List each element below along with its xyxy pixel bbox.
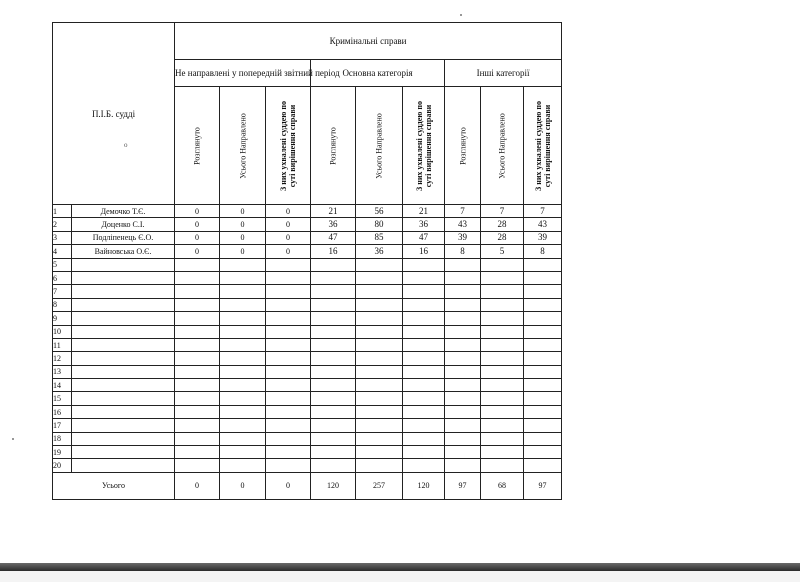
row-number: 10 bbox=[53, 325, 72, 338]
value-cell bbox=[266, 446, 311, 459]
value-cell bbox=[403, 459, 445, 472]
value-cell: 80 bbox=[356, 218, 403, 231]
table-row bbox=[53, 365, 562, 378]
value-cell bbox=[524, 338, 562, 351]
value-cell bbox=[266, 298, 311, 311]
judge-name bbox=[72, 446, 175, 459]
row-number: 17 bbox=[53, 419, 72, 432]
group-header-2: Основна категорія bbox=[311, 60, 445, 87]
value-cell bbox=[524, 459, 562, 472]
sub-header-label bbox=[534, 100, 552, 190]
value-cell bbox=[356, 338, 403, 351]
value-cell bbox=[220, 285, 266, 298]
value-cell bbox=[403, 338, 445, 351]
value-cell bbox=[175, 419, 220, 432]
sub-header-label bbox=[415, 100, 433, 190]
table-row bbox=[53, 218, 562, 231]
row-number: 8 bbox=[53, 298, 72, 311]
value-cell: 85 bbox=[356, 231, 403, 244]
sub-header-line: суті вирішення справи bbox=[423, 104, 433, 187]
value-cell bbox=[445, 446, 481, 459]
value-cell bbox=[481, 312, 524, 325]
judge-name-header: П.І.Б. судді bbox=[91, 108, 136, 119]
value-cell bbox=[356, 392, 403, 405]
value-cell bbox=[220, 352, 266, 365]
sub-header-label bbox=[375, 113, 384, 179]
value-cell bbox=[481, 419, 524, 432]
value-cell bbox=[356, 298, 403, 311]
value-cell bbox=[175, 325, 220, 338]
value-cell: 0 bbox=[266, 245, 311, 258]
value-cell bbox=[266, 285, 311, 298]
value-cell bbox=[524, 432, 562, 445]
value-cell bbox=[481, 405, 524, 418]
value-cell bbox=[524, 298, 562, 311]
value-cell bbox=[356, 325, 403, 338]
value-cell: 21 bbox=[403, 205, 445, 218]
row-number: 3 bbox=[53, 231, 72, 244]
value-cell: 8 bbox=[445, 245, 481, 258]
row-number: 6 bbox=[53, 271, 72, 284]
sub-header-cell bbox=[266, 87, 311, 205]
value-cell bbox=[175, 298, 220, 311]
value-cell: 43 bbox=[445, 218, 481, 231]
sub-header-line: Розглянуто bbox=[458, 126, 468, 165]
value-cell bbox=[481, 432, 524, 445]
table-row bbox=[53, 446, 562, 459]
total-row bbox=[53, 472, 562, 499]
value-cell bbox=[311, 432, 356, 445]
value-cell bbox=[445, 419, 481, 432]
value-cell: 43 bbox=[524, 218, 562, 231]
sub-header-label bbox=[458, 127, 467, 165]
value-cell bbox=[445, 365, 481, 378]
value-cell bbox=[266, 405, 311, 418]
sub-header-label bbox=[238, 113, 247, 179]
value-cell bbox=[524, 365, 562, 378]
value-cell bbox=[445, 298, 481, 311]
value-cell bbox=[524, 285, 562, 298]
value-cell bbox=[524, 419, 562, 432]
value-cell bbox=[524, 379, 562, 392]
value-cell bbox=[220, 271, 266, 284]
value-cell bbox=[356, 352, 403, 365]
value-cell: 16 bbox=[311, 245, 356, 258]
value-cell bbox=[524, 352, 562, 365]
value-cell bbox=[220, 446, 266, 459]
sub-header-line: З них ухвалені суддею по bbox=[414, 100, 424, 191]
value-cell bbox=[311, 285, 356, 298]
value-cell bbox=[266, 459, 311, 472]
value-cell bbox=[481, 379, 524, 392]
value-cell bbox=[481, 325, 524, 338]
table-row bbox=[53, 419, 562, 432]
row-number: 18 bbox=[53, 432, 72, 445]
table-row bbox=[53, 271, 562, 284]
value-cell bbox=[311, 365, 356, 378]
sub-header-line: Розглянуто bbox=[192, 126, 202, 165]
value-cell bbox=[311, 312, 356, 325]
value-cell bbox=[356, 285, 403, 298]
value-cell bbox=[311, 459, 356, 472]
judge-name bbox=[72, 365, 175, 378]
sub-header-label bbox=[193, 127, 202, 165]
value-cell: 47 bbox=[403, 231, 445, 244]
sub-header-cell bbox=[311, 87, 356, 205]
sub-header-label bbox=[498, 113, 507, 179]
judge-name bbox=[72, 379, 175, 392]
sub-header-cell bbox=[481, 87, 524, 205]
value-cell bbox=[220, 392, 266, 405]
total-value: 97 bbox=[445, 472, 481, 499]
judge-name: Подліпенець Є.О. bbox=[72, 231, 175, 244]
table-row bbox=[53, 338, 562, 351]
judge-name-header-cell bbox=[53, 23, 175, 205]
row-number: 13 bbox=[53, 365, 72, 378]
value-cell bbox=[175, 312, 220, 325]
value-cell: 0 bbox=[220, 218, 266, 231]
judge-name bbox=[72, 459, 175, 472]
row-number: 5 bbox=[53, 258, 72, 271]
scan-mark: o bbox=[124, 141, 128, 149]
sub-header-line: З них ухвалені суддею по bbox=[279, 100, 289, 191]
value-cell bbox=[311, 392, 356, 405]
value-cell bbox=[311, 298, 356, 311]
sub-header-cell bbox=[403, 87, 445, 205]
value-cell bbox=[311, 271, 356, 284]
value-cell: 28 bbox=[481, 231, 524, 244]
group-header-1: Не направлені у попередній звітний період bbox=[175, 60, 311, 87]
value-cell bbox=[445, 405, 481, 418]
value-cell bbox=[403, 258, 445, 271]
row-number: 16 bbox=[53, 405, 72, 418]
table-row bbox=[53, 245, 562, 258]
table-row bbox=[53, 285, 562, 298]
value-cell bbox=[175, 271, 220, 284]
value-cell bbox=[445, 325, 481, 338]
value-cell: 5 bbox=[481, 245, 524, 258]
value-cell bbox=[175, 392, 220, 405]
judge-name bbox=[72, 312, 175, 325]
value-cell bbox=[524, 392, 562, 405]
value-cell bbox=[266, 419, 311, 432]
sub-header-line: Розглянуто bbox=[328, 126, 338, 165]
value-cell bbox=[175, 446, 220, 459]
sub-header-cell bbox=[445, 87, 481, 205]
value-cell bbox=[266, 365, 311, 378]
value-cell bbox=[403, 352, 445, 365]
value-cell bbox=[266, 312, 311, 325]
value-cell: 36 bbox=[311, 218, 356, 231]
value-cell bbox=[481, 392, 524, 405]
sub-header-label bbox=[329, 127, 338, 165]
value-cell bbox=[311, 405, 356, 418]
value-cell bbox=[311, 258, 356, 271]
table-row bbox=[53, 392, 562, 405]
total-value: 97 bbox=[524, 472, 562, 499]
value-cell bbox=[220, 258, 266, 271]
judge-name bbox=[72, 271, 175, 284]
value-cell bbox=[175, 258, 220, 271]
value-cell bbox=[266, 271, 311, 284]
table-row bbox=[53, 231, 562, 244]
value-cell bbox=[445, 432, 481, 445]
value-cell bbox=[403, 325, 445, 338]
value-cell bbox=[266, 338, 311, 351]
value-cell bbox=[311, 446, 356, 459]
criminal-cases-header: Кримінальні справи bbox=[175, 23, 562, 60]
judge-name bbox=[72, 432, 175, 445]
value-cell: 39 bbox=[445, 231, 481, 244]
value-cell bbox=[524, 271, 562, 284]
value-cell bbox=[403, 365, 445, 378]
value-cell: 0 bbox=[175, 218, 220, 231]
value-cell: 7 bbox=[524, 205, 562, 218]
sub-header-line: З них ухвалені суддею по bbox=[533, 100, 543, 191]
value-cell bbox=[356, 258, 403, 271]
value-cell bbox=[311, 352, 356, 365]
sub-header-label bbox=[279, 100, 297, 190]
judge-name bbox=[72, 392, 175, 405]
sub-header-line: Усього Направлено bbox=[238, 112, 248, 179]
value-cell bbox=[175, 379, 220, 392]
value-cell bbox=[403, 271, 445, 284]
value-cell bbox=[220, 432, 266, 445]
scanner-bottom-margin bbox=[0, 571, 800, 582]
value-cell: 7 bbox=[445, 205, 481, 218]
row-number: 4 bbox=[53, 245, 72, 258]
table-row bbox=[53, 298, 562, 311]
scan-speck bbox=[460, 14, 462, 16]
total-value: 120 bbox=[311, 472, 356, 499]
judge-name bbox=[72, 325, 175, 338]
judge-name: Демочко Т.Є. bbox=[72, 205, 175, 218]
value-cell bbox=[175, 459, 220, 472]
value-cell bbox=[175, 338, 220, 351]
table-row bbox=[53, 352, 562, 365]
value-cell: 0 bbox=[266, 231, 311, 244]
value-cell bbox=[220, 325, 266, 338]
value-cell bbox=[445, 271, 481, 284]
value-cell bbox=[481, 298, 524, 311]
value-cell bbox=[220, 365, 266, 378]
value-cell: 56 bbox=[356, 205, 403, 218]
value-cell bbox=[445, 312, 481, 325]
total-value: 0 bbox=[175, 472, 220, 499]
value-cell bbox=[220, 379, 266, 392]
value-cell: 0 bbox=[220, 231, 266, 244]
value-cell bbox=[403, 405, 445, 418]
value-cell bbox=[356, 419, 403, 432]
value-cell bbox=[356, 405, 403, 418]
judge-name bbox=[72, 338, 175, 351]
total-label: Усього bbox=[53, 472, 175, 499]
value-cell bbox=[356, 432, 403, 445]
value-cell: 0 bbox=[266, 218, 311, 231]
value-cell: 0 bbox=[266, 205, 311, 218]
value-cell bbox=[403, 379, 445, 392]
value-cell bbox=[220, 459, 266, 472]
value-cell bbox=[220, 419, 266, 432]
row-number: 12 bbox=[53, 352, 72, 365]
group-header-3: Інші категорії bbox=[445, 60, 562, 87]
value-cell bbox=[356, 379, 403, 392]
value-cell bbox=[266, 352, 311, 365]
value-cell bbox=[175, 405, 220, 418]
value-cell bbox=[524, 446, 562, 459]
value-cell bbox=[481, 459, 524, 472]
value-cell bbox=[311, 325, 356, 338]
row-number: 20 bbox=[53, 459, 72, 472]
row-number: 1 bbox=[53, 205, 72, 218]
row-number: 7 bbox=[53, 285, 72, 298]
row-number: 9 bbox=[53, 312, 72, 325]
value-cell bbox=[220, 338, 266, 351]
value-cell bbox=[445, 392, 481, 405]
value-cell bbox=[445, 258, 481, 271]
value-cell bbox=[403, 285, 445, 298]
row-number: 19 bbox=[53, 446, 72, 459]
value-cell: 36 bbox=[403, 218, 445, 231]
value-cell bbox=[445, 285, 481, 298]
judge-name: Доценко С.І. bbox=[72, 218, 175, 231]
judge-name: Вайновська О.Є. bbox=[72, 245, 175, 258]
value-cell bbox=[481, 365, 524, 378]
sub-header-line: суті вирішення справи bbox=[288, 104, 298, 187]
value-cell bbox=[403, 419, 445, 432]
value-cell: 0 bbox=[175, 205, 220, 218]
judge-name bbox=[72, 419, 175, 432]
value-cell: 28 bbox=[481, 218, 524, 231]
value-cell bbox=[356, 312, 403, 325]
value-cell bbox=[445, 352, 481, 365]
table-row bbox=[53, 258, 562, 271]
value-cell bbox=[356, 271, 403, 284]
value-cell bbox=[356, 365, 403, 378]
value-cell bbox=[481, 338, 524, 351]
value-cell: 39 bbox=[524, 231, 562, 244]
value-cell bbox=[220, 298, 266, 311]
value-cell: 16 bbox=[403, 245, 445, 258]
sub-header-line: Усього Направлено bbox=[497, 112, 507, 179]
value-cell: 47 bbox=[311, 231, 356, 244]
table-row bbox=[53, 379, 562, 392]
value-cell bbox=[481, 271, 524, 284]
value-cell bbox=[445, 459, 481, 472]
value-cell bbox=[311, 379, 356, 392]
value-cell bbox=[356, 459, 403, 472]
sub-header-cell bbox=[220, 87, 266, 205]
sub-header-line: Усього Направлено bbox=[374, 112, 384, 179]
value-cell bbox=[524, 258, 562, 271]
value-cell: 36 bbox=[356, 245, 403, 258]
value-cell bbox=[175, 352, 220, 365]
judge-name bbox=[72, 352, 175, 365]
table-row bbox=[53, 432, 562, 445]
value-cell bbox=[524, 312, 562, 325]
value-cell bbox=[481, 352, 524, 365]
value-cell bbox=[266, 432, 311, 445]
total-value: 0 bbox=[266, 472, 311, 499]
row-number: 14 bbox=[53, 379, 72, 392]
table-row bbox=[53, 405, 562, 418]
value-cell bbox=[311, 338, 356, 351]
judge-name bbox=[72, 285, 175, 298]
value-cell: 21 bbox=[311, 205, 356, 218]
value-cell: 0 bbox=[220, 205, 266, 218]
value-cell bbox=[481, 258, 524, 271]
value-cell bbox=[175, 365, 220, 378]
criminal-cases-table bbox=[52, 22, 562, 500]
value-cell bbox=[220, 405, 266, 418]
sub-header-line: суті вирішення справи bbox=[542, 104, 552, 187]
value-cell bbox=[311, 419, 356, 432]
row-number: 15 bbox=[53, 392, 72, 405]
value-cell bbox=[266, 325, 311, 338]
value-cell: 0 bbox=[175, 245, 220, 258]
value-cell: 0 bbox=[175, 231, 220, 244]
value-cell bbox=[481, 446, 524, 459]
judge-name bbox=[72, 298, 175, 311]
table-row bbox=[53, 205, 562, 218]
sub-header-cell bbox=[175, 87, 220, 205]
value-cell bbox=[481, 285, 524, 298]
sub-header-cell bbox=[356, 87, 403, 205]
value-cell: 0 bbox=[220, 245, 266, 258]
value-cell bbox=[266, 392, 311, 405]
table-row bbox=[53, 325, 562, 338]
total-value: 0 bbox=[220, 472, 266, 499]
value-cell bbox=[524, 405, 562, 418]
value-cell bbox=[403, 432, 445, 445]
total-value: 257 bbox=[356, 472, 403, 499]
value-cell bbox=[403, 298, 445, 311]
row-number: 11 bbox=[53, 338, 72, 351]
row-number: 2 bbox=[53, 218, 72, 231]
table-row bbox=[53, 459, 562, 472]
value-cell bbox=[266, 379, 311, 392]
table-row bbox=[53, 312, 562, 325]
value-cell bbox=[403, 392, 445, 405]
judge-name bbox=[72, 258, 175, 271]
value-cell bbox=[445, 379, 481, 392]
value-cell bbox=[445, 338, 481, 351]
value-cell bbox=[403, 446, 445, 459]
value-cell bbox=[175, 285, 220, 298]
sub-header-cell bbox=[524, 87, 562, 205]
value-cell bbox=[266, 258, 311, 271]
scan-speck bbox=[12, 438, 14, 440]
value-cell bbox=[175, 432, 220, 445]
total-value: 120 bbox=[403, 472, 445, 499]
value-cell: 7 bbox=[481, 205, 524, 218]
value-cell bbox=[356, 446, 403, 459]
total-value: 68 bbox=[481, 472, 524, 499]
scanner-bottom-edge bbox=[0, 563, 800, 571]
value-cell bbox=[220, 312, 266, 325]
judge-name bbox=[72, 405, 175, 418]
value-cell: 8 bbox=[524, 245, 562, 258]
value-cell bbox=[403, 312, 445, 325]
value-cell bbox=[524, 325, 562, 338]
